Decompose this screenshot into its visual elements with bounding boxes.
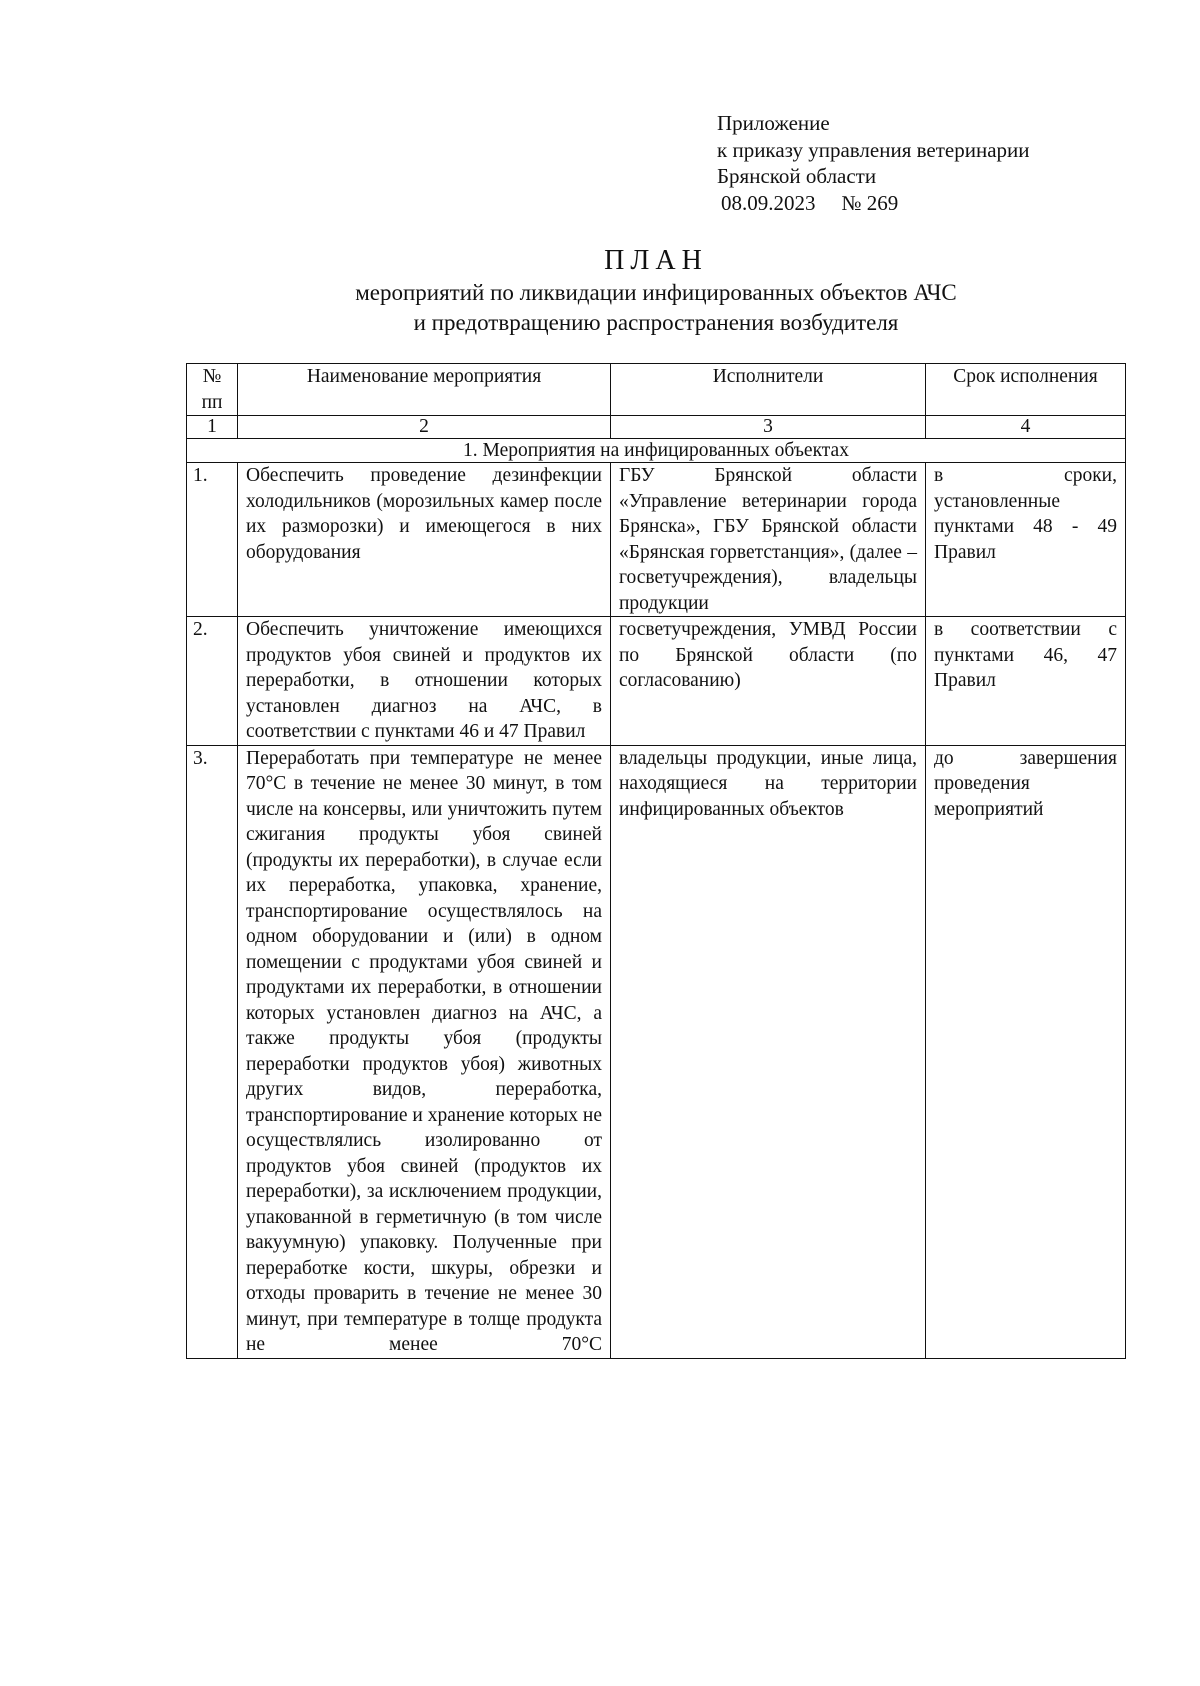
table-header-row <box>187 364 1126 416</box>
table-row <box>187 745 1126 1358</box>
row-executors: ГБУ Брянской области «Управление ветеринарии города Брянска», ГБУ Брянской области «Брянская горветстанция», (далее – госветучреждения), владельцы продукции <box>611 463 926 617</box>
row-executors: госветучреждения, УМВД России по Брянской области (по согласованию) <box>611 617 926 746</box>
index-cell: 1 <box>187 416 238 439</box>
header-number: № пп <box>187 364 238 416</box>
row-executors: владельцы продукции, иные лица, находящиеся на территории инфицированных объектов <box>611 745 926 1358</box>
appendix-number: № 269 <box>841 190 899 215</box>
header-deadline: Срок исполнения <box>926 364 1126 416</box>
header-executors: Исполнители <box>611 364 926 416</box>
table-row <box>187 463 1126 617</box>
index-cell: 4 <box>926 416 1126 439</box>
header-action: Наименование мероприятия <box>238 364 611 416</box>
row-deadline: в сроки, установленные пунктами 48 - 49 Правил <box>926 463 1126 617</box>
row-deadline: до завершения проведения мероприятий <box>926 745 1126 1358</box>
document-title: ПЛАН <box>604 245 708 276</box>
row-number: 3. <box>187 745 238 1358</box>
appendix-block <box>717 110 1030 216</box>
table-index-row <box>187 416 1126 439</box>
appendix-reference <box>717 190 1030 217</box>
plan-table <box>186 363 1126 1359</box>
document-subtitle-line-2: и предотвращению распространения возбудителя <box>413 310 899 335</box>
title-block <box>186 244 1126 338</box>
appendix-line-2: к приказу управления ветеринарии <box>717 137 1030 162</box>
row-action: Обеспечить проведение дезинфекции холодильников (морозильных камер после их разморозки) и имеющегося в них оборудования <box>238 463 611 617</box>
appendix-line-3: Брянской области <box>717 164 877 188</box>
appendix-line-1: Приложение <box>717 111 830 135</box>
section-title: 1. Мероприятия на инфицированных объектах <box>187 439 1126 463</box>
appendix-date: 08.09.2023 <box>721 190 816 215</box>
row-number: 2. <box>187 617 238 746</box>
section-row <box>187 439 1126 463</box>
table-row <box>187 617 1126 746</box>
row-action: Обеспечить уничтожение имеющихся продуктов убоя свиней и продуктов их переработки, в отношении которых установлен диагноз на АЧС, в соответствии с пунктами 46 и 47 Правил <box>238 617 611 746</box>
row-deadline: в соответствии с пунктами 46, 47 Правил <box>926 617 1126 746</box>
document-subtitle-line-1: мероприятий по ликвидации инфицированных объектов АЧС <box>355 280 957 305</box>
row-number: 1. <box>187 463 238 617</box>
row-action: Переработать при температуре не менее 70°С в течение не менее 30 минут, в том числе на консервы, или уничтожить путем сжигания продукты убоя свиней (продукты их переработки), в случае если их переработка, упаковка, хранение, транспортирование осуществлялось на одном оборудовании и (или) в одном помещении с продуктами убоя свиней и продуктами их переработки, в отношении которых установлен диагноз на АЧС, а также продукты убоя (продукты переработки продуктов убоя) животных других видов, переработка, транспортирование и хранение которых не осуществлялись изолированно от продуктов убоя свиней (продуктов их переработки), за исключением продукции, упакованной в герметичную (в том числе вакуумную) упаковку. Полученные при переработке кости, шкуры, обрезки и отходы проварить в течение не менее 30 минут, при температуре в толще продукта не менее 70°С <box>238 745 611 1358</box>
index-cell: 2 <box>238 416 611 439</box>
index-cell: 3 <box>611 416 926 439</box>
